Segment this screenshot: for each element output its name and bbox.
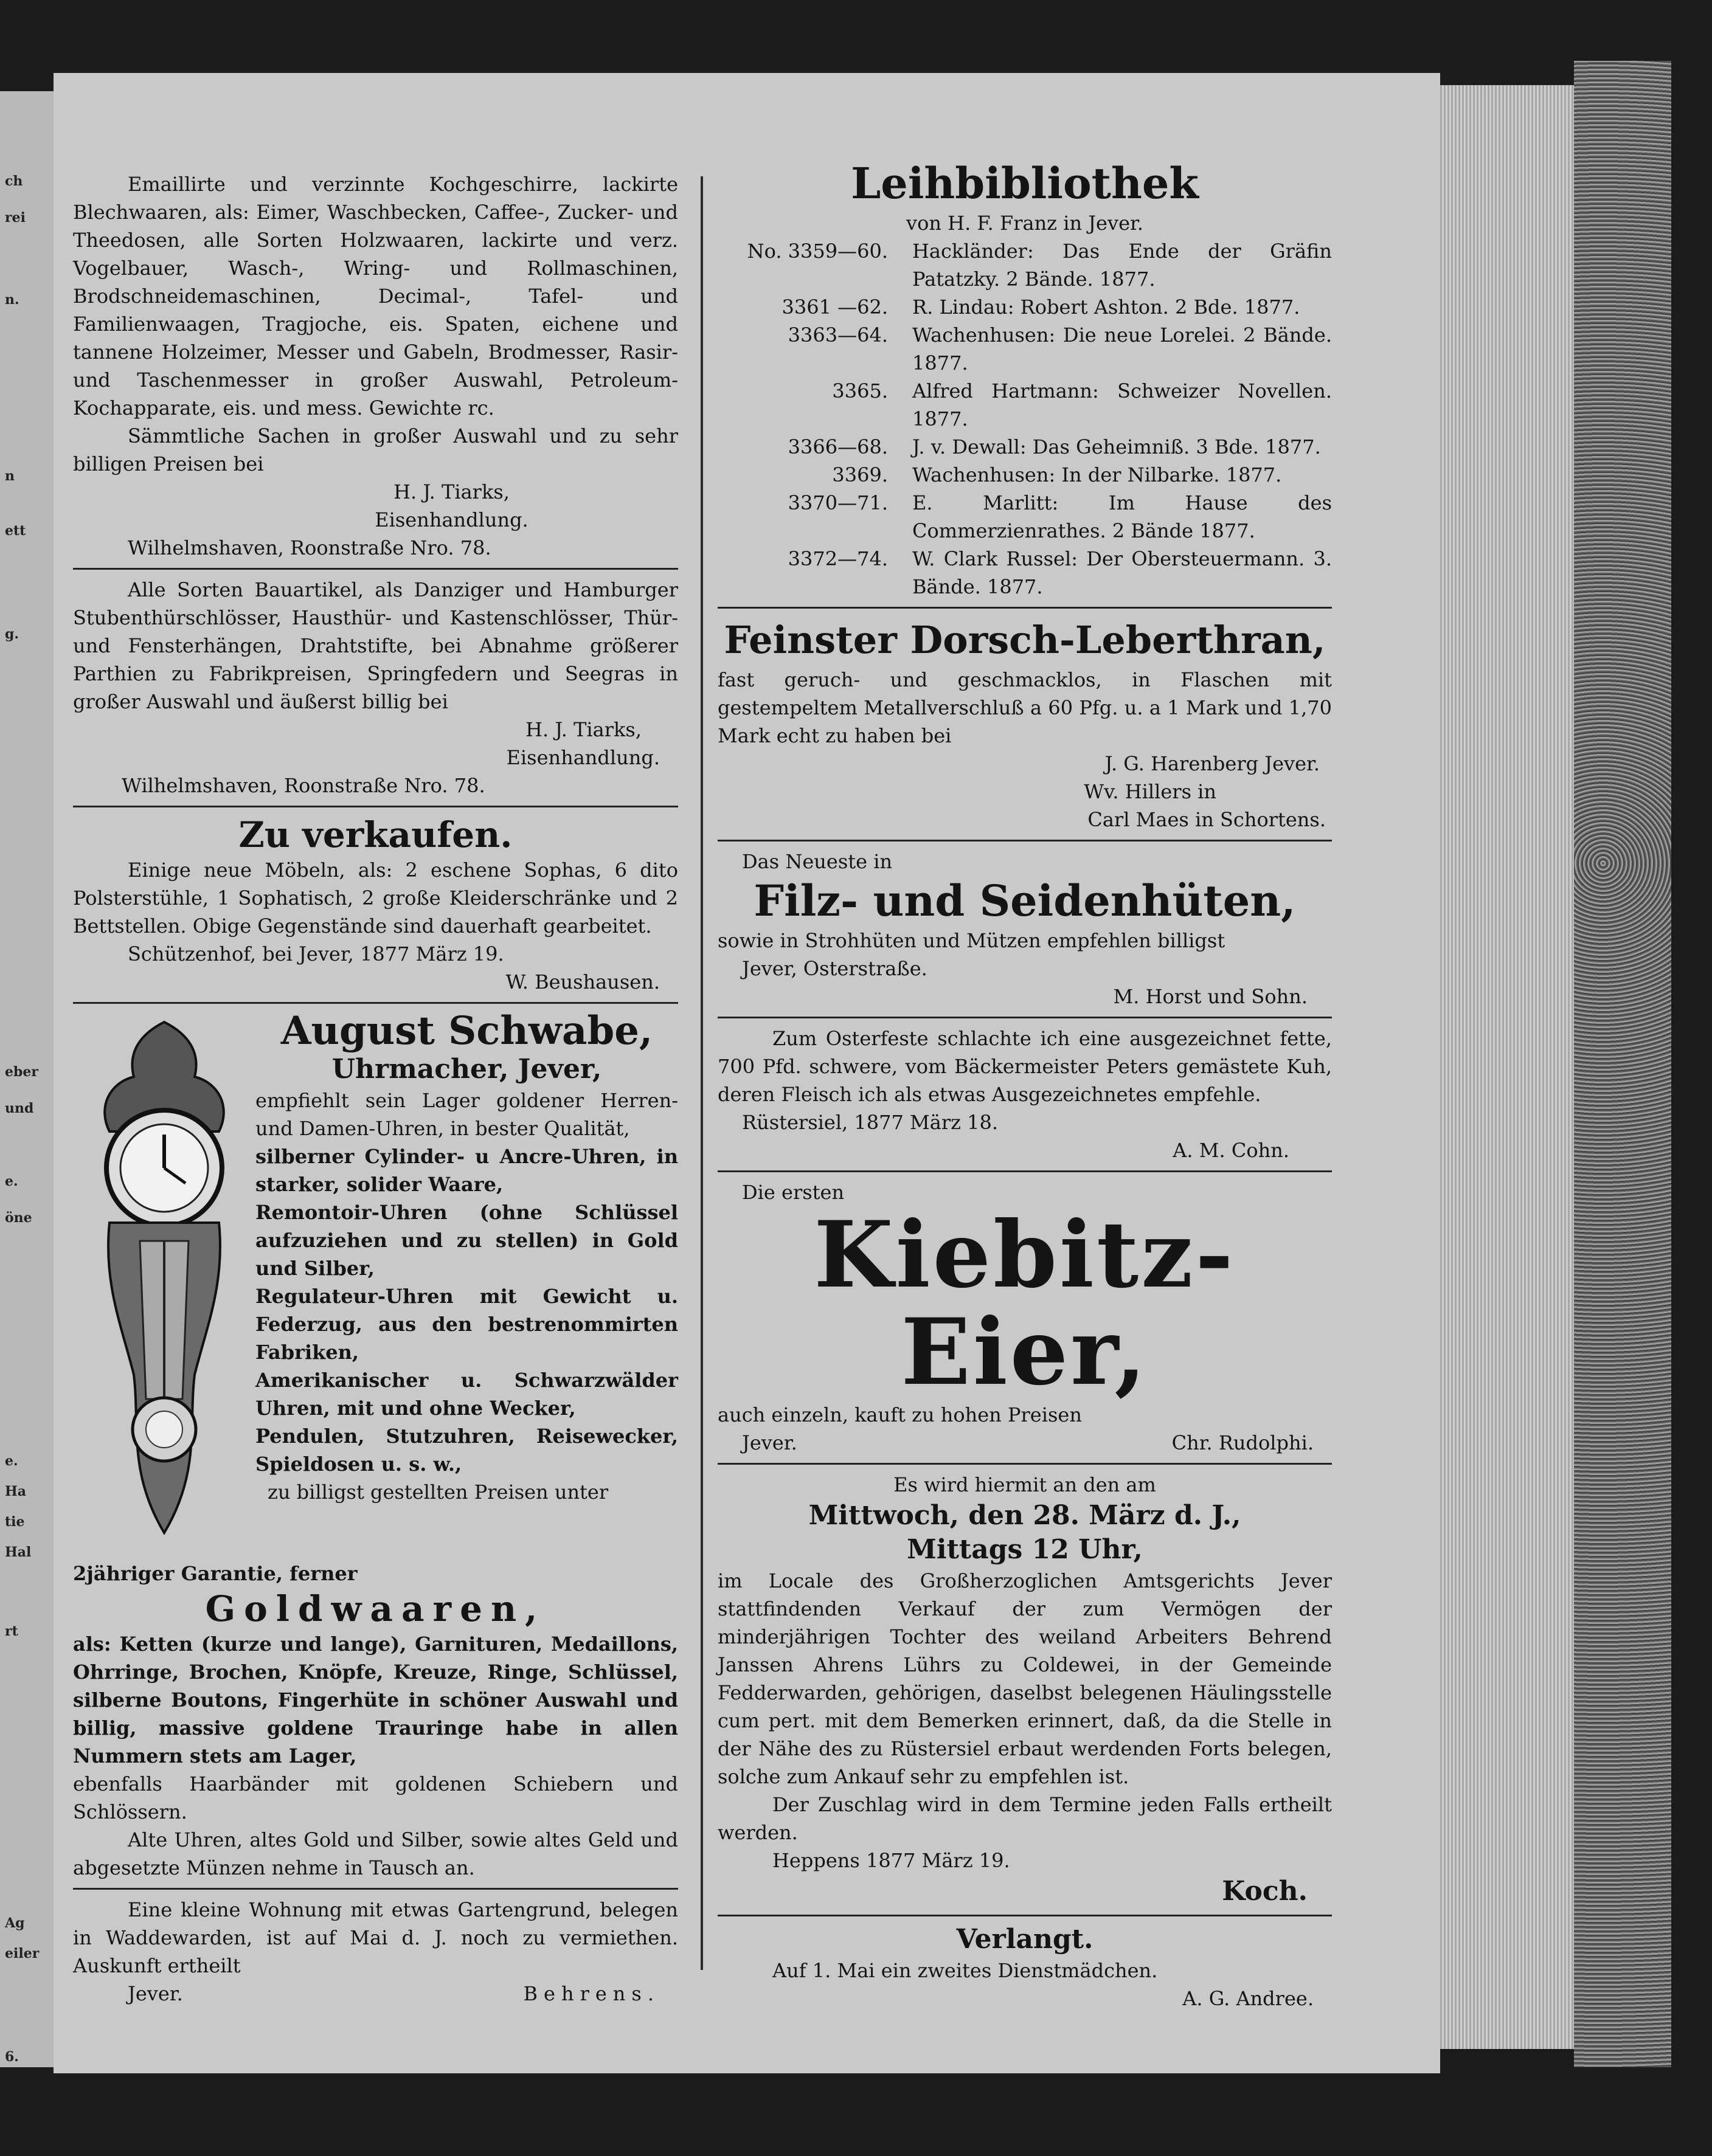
ad-cod-liver-oil <box>718 615 1332 834</box>
ad-kitchenware <box>73 170 678 562</box>
ad-heading: August Schwabe, <box>280 1008 653 1054</box>
book-title: E. Marlitt: Im Hause des Commerzienrathes. 2 Bände 1877. <box>912 491 1332 542</box>
book-number: 3365. <box>832 379 888 403</box>
ad-text: auch einzeln, kauft zu hohen Preisen <box>718 1403 1082 1426</box>
book-list-item <box>718 377 1332 433</box>
ad-signature: Eisenhandlung. <box>506 746 660 769</box>
book-list-item <box>718 433 1332 461</box>
ad-hats <box>718 848 1332 1011</box>
ad-text: Zum Osterfeste schlachte ich eine ausgezeichnet fette, 700 Pfd. schwere, vom Bäckermeister Peters gemästete Kuh, deren Fleisch ich als etwas Ausgezeichnetes empfehle. <box>718 1027 1332 1106</box>
ad-line: Pendulen, Stutzuhren, Reisewecker, Spieldosen u. s. w., <box>255 1425 678 1476</box>
ad-place: Wilhelmshaven, Roonstraße Nro. 78. <box>128 536 491 559</box>
book-number: 3363—64. <box>788 323 888 347</box>
ad-for-sale <box>73 814 678 996</box>
ad-line: zu billigst gestellten Preisen unter <box>268 1481 609 1504</box>
column-divider <box>701 176 703 1970</box>
ad-signature: A. M. Cohn. <box>1173 1139 1289 1162</box>
ad-heading: Leihbibliothek <box>851 158 1199 209</box>
ad-signature: H. J. Tiarks, <box>525 718 642 741</box>
ad-pretext: Es wird hiermit an den am <box>893 1473 1156 1496</box>
book-title: Hackländer: Das Ende der Gräfin Patatzky. 2 Bände. 1877. <box>912 240 1332 291</box>
ad-plover-eggs <box>718 1178 1332 1457</box>
ad-signature: Wv. Hillers in <box>1084 780 1216 803</box>
divider <box>73 1888 678 1890</box>
ad-signature: W. Beushausen. <box>505 970 660 993</box>
ad-text: Sämmtliche Sachen in großer Auswahl und zu sehr billigen Preisen bei <box>73 424 678 475</box>
ad-text: sowie in Strohhüten und Mützen empfehlen billigst <box>718 929 1225 952</box>
book-list-item <box>718 461 1332 489</box>
ad-signature: Behrens. <box>523 1982 660 2005</box>
page-block-edges <box>1440 85 1574 2049</box>
book-number: 3370—71. <box>788 491 888 514</box>
ad-lending-library <box>718 158 1332 601</box>
ad-text: Alle Sorten Bauartikel, als Danziger und Hamburger Stubenthürschlösser, Hausthür- und Kastenschlösser, Thür- und Fensterhängen, Drahtstifte, bei Abnahme größerer Parthien zu Fabrikpreisen, Springfedern und Seegras in großer Auswahl und äußerst billig bei <box>73 578 678 713</box>
ad-place: Heppens 1877 März 19. <box>772 1849 1010 1872</box>
ad-time: Mittags 12 Uhr, <box>907 1534 1143 1565</box>
ad-signature: A. G. Andree. <box>1182 1987 1314 2010</box>
divider <box>718 1017 1332 1018</box>
ad-text: Auf 1. Mai ein zweites Dienstmädchen. <box>772 1959 1158 1982</box>
ad-date: Mittwoch, den 28. März d. J., <box>808 1500 1241 1531</box>
ad-signature: Chr. Rudolphi. <box>1171 1431 1314 1454</box>
divider <box>718 1463 1332 1465</box>
left-column <box>73 91 678 2008</box>
ad-line: silberner Cylinder- u Ancre-Uhren, in starker, solider Waare, <box>255 1145 678 1196</box>
ad-line: Amerikanischer u. Schwarzwälder Uhren, mit und ohne Wecker, <box>255 1369 678 1420</box>
book-title: R. Lindau: Robert Ashton. 2 Bde. 1877. <box>912 295 1300 319</box>
ad-text: Emaillirte und verzinnte Kochgeschirre, lackirte Blechwaaren, als: Eimer, Waschbecken, Caffee-, Zucker- und Theedosen, alle Sorten Holzwaaren, lackirte und verz. Vogelbauer, Wasch-, Wring- und Rollmaschinen, Brodschneidemaschinen, Decimal-, Tafel- und Familienwaagen, Tragjoche, eis. Spaten, eichene und tannene Holzeimer, Messer und Gabeln, Brodmesser, Rasir- und Taschenmesser in großer Auswahl, Petroleum-Kochapparate, eis. und mess. Gewichte rc. <box>73 173 678 420</box>
book-number: 3361 —62. <box>781 295 888 319</box>
book-title: J. v. Dewall: Das Geheimniß. 3 Bde. 1877. <box>912 435 1321 458</box>
book-number: 3372—74. <box>788 547 888 570</box>
ad-place: Schützenhof, bei Jever, 1877 März 19. <box>128 942 504 966</box>
ad-signature: Carl Maes in Schortens. <box>1087 808 1326 831</box>
book-title: W. Clark Russel: Der Obersteuermann. 3. Bände. 1877. <box>912 547 1332 598</box>
right-column <box>718 91 1332 2013</box>
ad-heading: Feinster Dorsch-Leberthran, <box>724 618 1326 662</box>
ad-place: Jever, Osterstraße. <box>742 957 927 980</box>
book-number: No. 3359—60. <box>747 240 888 263</box>
ad-heading: Zu verkaufen. <box>238 814 513 855</box>
book-title: Alfred Hartmann: Schweizer Novellen. 1877. <box>912 379 1332 430</box>
ad-heading: Filz- und Seidenhüten, <box>754 876 1296 926</box>
ad-text: fast geruch- und geschmacklos, in Flaschen mit gestempeltem Metallverschluß a 60 Pfg. u. a 1 Mark und 1,70 Mark echt zu haben bei <box>718 668 1332 747</box>
book-list-item <box>718 293 1332 321</box>
ad-line: 2jähriger Garantie, ferner <box>73 1562 358 1585</box>
divider <box>718 1915 1332 1916</box>
ad-subheading: Uhrmacher, Jever, <box>331 1054 602 1085</box>
ad-auction <box>718 1471 1332 1909</box>
ad-text: als: Ketten (kurze und lange), Garnituren, Medaillons, Ohrringe, Brochen, Knöpfe, Kreuze, Ringe, Schlüssel, silberne Boutons, Fingerhüte in schöner Auswahl und billig, massive goldene Trauringe habe in allen Nummern stets am Lager, <box>73 1633 678 1767</box>
book-title: Wachenhusen: Die neue Lorelei. 2 Bände. 1877. <box>912 323 1332 375</box>
divider <box>718 840 1332 841</box>
ad-text: im Locale des Großherzoglichen Amtsgerichts Jever stattfindenden Verkauf der zum Vermögen der minderjährigen Tochter des weiland Arbeiters Behrend Janssen Ahrens Lührs zu Coldewei, in der Gemeinde Fedderwarden, gehörigen, daselbst belegenen Häulingsstelle cum pert. mit dem Bemerken erinnert, daß, da die Stelle in der Nähe des zu Rüstersiel erbaut werdenden Forts belegen, solche zum Ankauf sehr zu empfehlen ist. <box>718 1569 1332 1788</box>
ad-heading: Kiebitz-Eier, <box>814 1201 1236 1406</box>
ad-place: Jever. <box>128 1982 183 2005</box>
ad-signature: J. G. Harenberg Jever. <box>1104 752 1320 775</box>
ad-signature: H. J. Tiarks, <box>393 480 510 503</box>
book-list-item <box>718 237 1332 293</box>
divider <box>718 1170 1332 1172</box>
ad-text: Der Zuschlag wird in dem Termine jeden Falls ertheilt werden. <box>718 1793 1332 1844</box>
ad-text: Eine kleine Wohnung mit etwas Gartengrund, belegen in Waddewarden, ist auf Mai d. J. noch zu vermiethen. Auskunft ertheilt <box>73 1898 678 1977</box>
ad-line: empfiehlt sein Lager goldener Herren- und Damen-Uhren, in bester Qualität, <box>255 1089 678 1140</box>
facing-page-edge: ch rei n. n ett g. eber und e. öne e. Ha tie Hal rt Ag eiler 6. <box>0 91 55 2067</box>
ad-signature: M. Horst und Sohn. <box>1113 985 1308 1008</box>
ad-place: Wilhelmshaven, Roonstraße Nro. 78. <box>122 774 485 797</box>
ad-place: Rüstersiel, 1877 März 18. <box>742 1111 999 1134</box>
book-list-item <box>718 545 1332 601</box>
ad-subheading: von H. F. Franz in Jever. <box>906 212 1143 235</box>
book-cover-edge <box>1574 61 1671 2067</box>
ad-text: ebenfalls Haarbänder mit goldenen Schiebern und Schlössern. <box>73 1772 678 1823</box>
ad-line: Remontoir-Uhren (ohne Schlüssel aufzuziehen und zu stellen) in Gold und Silber, <box>255 1201 678 1280</box>
ad-text: Einige neue Möbeln, als: 2 eschene Sophas, 6 dito Polsterstühle, 1 Sophatisch, 2 große Kleiderschränke und 2 Bettstellen. Obige Gegenstände sind dauerhaft gearbeitet. <box>73 859 678 938</box>
ad-building-supplies <box>73 576 678 800</box>
ad-place: Jever. <box>742 1431 797 1454</box>
ad-apartment <box>73 1896 678 2008</box>
divider <box>73 1002 678 1004</box>
ad-line: Regulateur-Uhren mit Gewicht u. Federzug, aus den bestrenommirten Fabriken, <box>255 1285 678 1364</box>
book-number: 3369. <box>832 463 888 486</box>
divider <box>73 568 678 570</box>
book-list-item <box>718 321 1332 377</box>
divider <box>718 607 1332 609</box>
ad-text: Alte Uhren, altes Gold und Silber, sowie altes Geld und abgesetzte Münzen nehme in Tausch an. <box>73 1828 678 1879</box>
ad-pretext: Das Neueste in <box>742 850 893 873</box>
book-list-item <box>718 489 1332 545</box>
ad-pretext: Die ersten <box>742 1181 845 1204</box>
ad-heading: Verlangt. <box>956 1924 1093 1955</box>
ad-heading: Goldwaaren, <box>205 1588 546 1629</box>
ad-butcher <box>718 1024 1332 1164</box>
book-title: Wachenhusen: In der Nilbarke. 1877. <box>912 463 1282 486</box>
book-number: 3366—68. <box>788 435 888 458</box>
divider <box>73 806 678 807</box>
ad-wanted <box>718 1923 1332 2013</box>
pendulum-clock-illustration <box>73 1010 255 1560</box>
ad-signature: Koch. <box>1222 1876 1308 1907</box>
ad-watchmaker <box>73 1010 678 1882</box>
ad-signature: Eisenhandlung. <box>375 508 529 531</box>
